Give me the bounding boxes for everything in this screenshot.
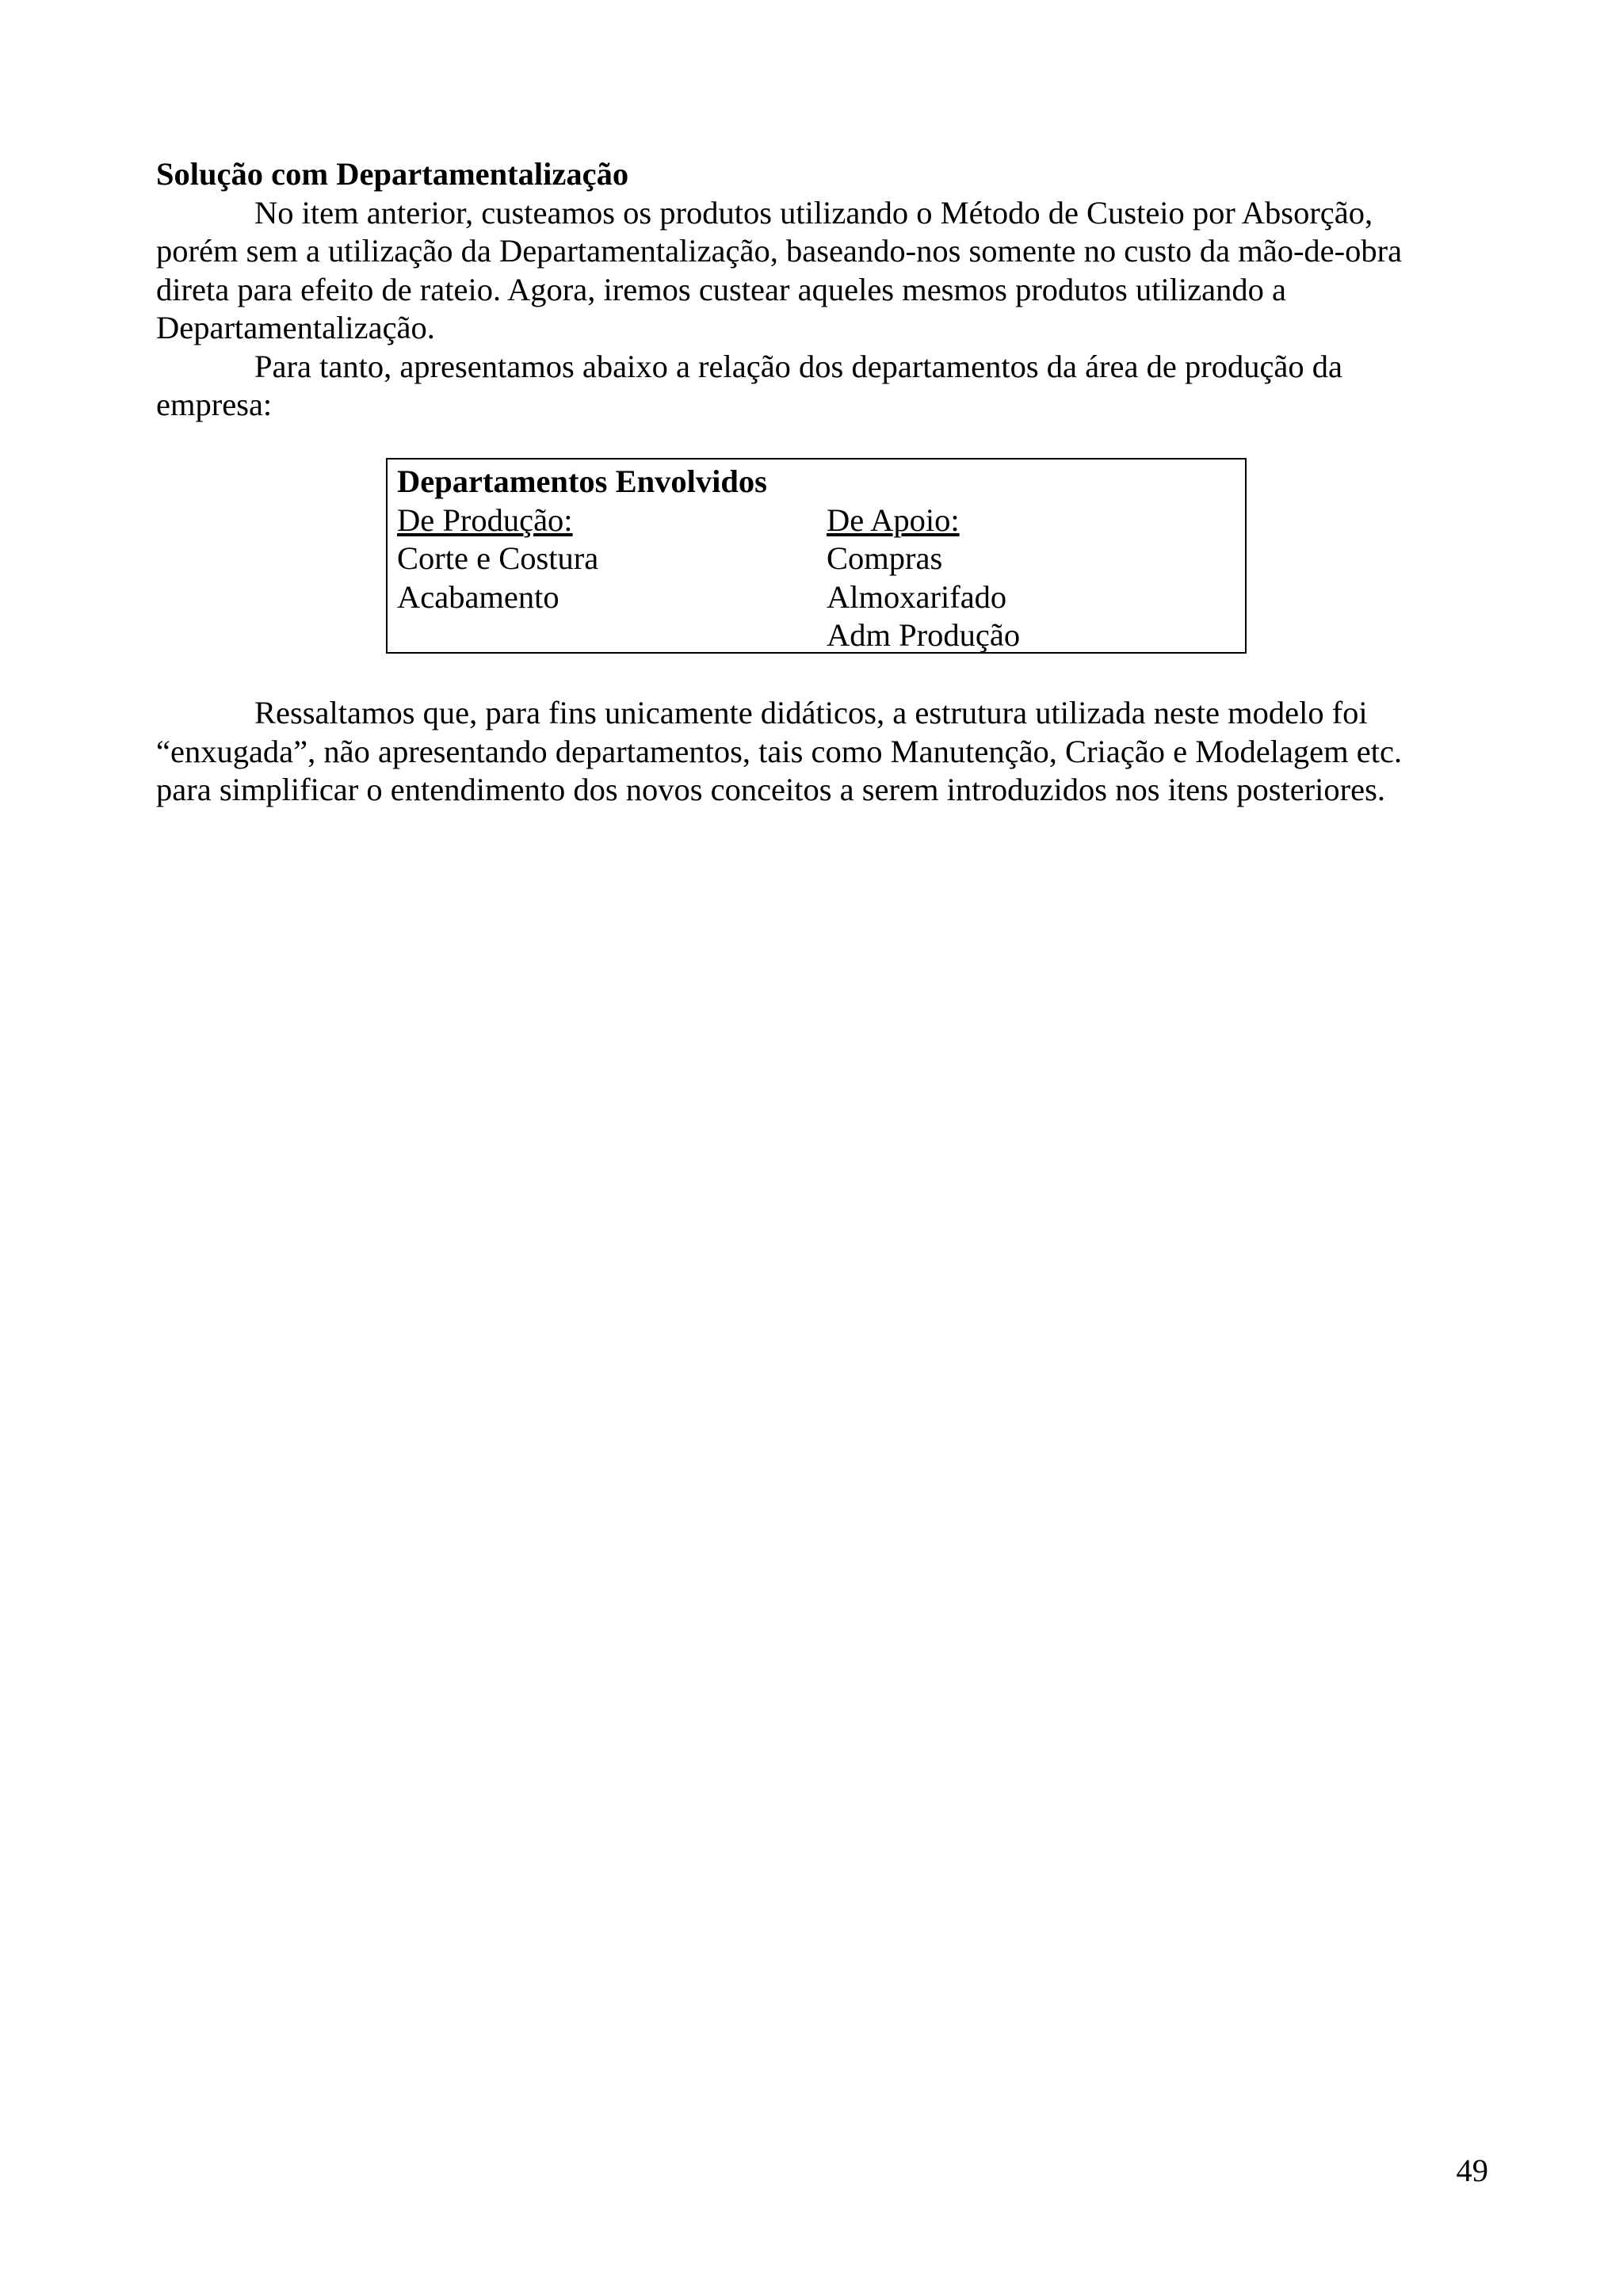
page-number: 49 xyxy=(1456,2153,1488,2188)
support-item: Adm Produção xyxy=(827,617,1021,653)
production-item: Corte e Costura xyxy=(397,540,599,576)
paragraph2-line-1: Para tanto, apresentamos abaixo a relação dos departamentos da área de produção da xyxy=(254,348,1343,384)
paragraph1-line-3: direta para efeito de rateio. Agora, iremos custear aqueles mesmos produtos utilizando a xyxy=(156,271,1287,307)
paragraph1-line-1: No item anterior, custeamos os produtos utilizando o Método de Custeio por Absorção, xyxy=(254,194,1373,231)
paragraph1-line-4: Departamentalização. xyxy=(156,310,435,345)
departments-title: Departamentos Envolvidos xyxy=(397,463,767,499)
closing-line-2: “enxugada”, não apresentando departamentos, tais como Manutenção, Criação e Modelagem etc. xyxy=(156,733,1403,769)
support-header: De Apoio: xyxy=(827,502,960,538)
closing-line-3: para simplificar o entendimento dos novos conceitos a serem introduzidos nos itens posteriores. xyxy=(156,772,1386,807)
production-column xyxy=(397,502,598,617)
paragraph1-line-2: porém sem a utilização da Departamentalização, baseando-nos somente no custo da mão-de-obra xyxy=(156,233,1403,269)
paragraph2-line-2: empresa: xyxy=(156,387,273,422)
production-header: De Produção: xyxy=(397,502,573,538)
section-block xyxy=(156,155,1472,425)
section-heading: Solução com Departamentalização xyxy=(156,156,629,192)
support-column xyxy=(827,502,1020,655)
support-item: Compras xyxy=(827,540,943,576)
production-item: Acabamento xyxy=(397,578,559,615)
closing-line-1: Ressaltamos que, para fins unicamente didáticos, a estrutura utilizada neste modelo foi xyxy=(254,695,1368,730)
departments-box xyxy=(386,458,1247,654)
closing-block xyxy=(156,694,1472,810)
support-item: Almoxarifado xyxy=(827,578,1007,615)
